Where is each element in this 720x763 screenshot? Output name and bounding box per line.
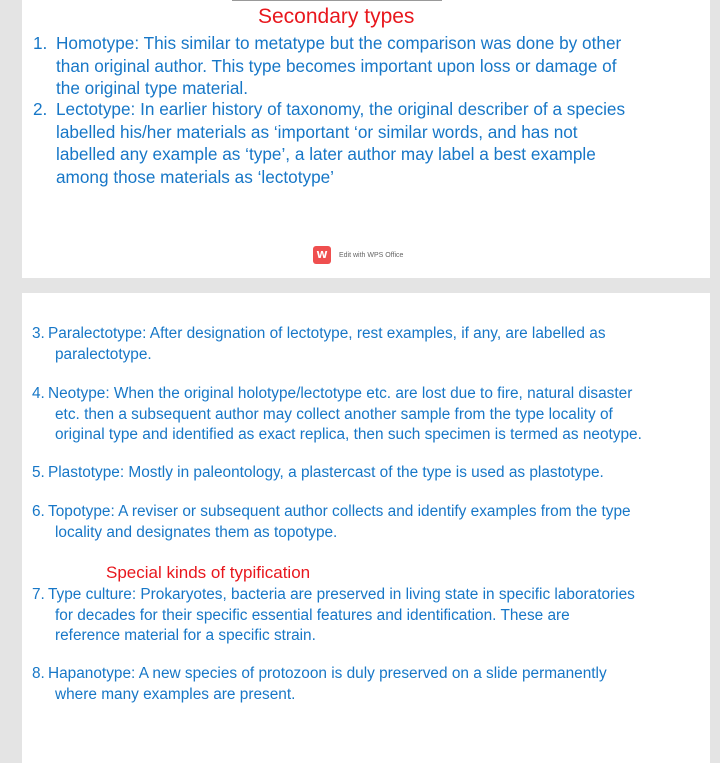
item-text-line: among those materials as ‘lectotype’ <box>56 167 335 188</box>
cut-off-text-line <box>232 0 442 1</box>
item-text-line: Plastotype: Mostly in paleontology, a plastercast of the type is used as plastotype. <box>48 464 604 481</box>
item-text-line: Topotype: A reviser or subsequent author collects and identify examples from the type <box>48 503 631 520</box>
wps-watermark-text: Edit with WPS Office <box>339 251 404 259</box>
item-number: 6. <box>32 503 45 520</box>
item-number: 7. <box>32 586 45 603</box>
item-text-line: Paralectotype: After designation of lectotype, rest examples, if any, are labelled as <box>48 325 606 342</box>
item-text-line: Type culture: Prokaryotes, bacteria are preserved in living state in specific laboratories <box>48 586 635 603</box>
list-item-plastotype <box>32 463 604 484</box>
item-text-line: where many examples are present. <box>55 685 296 703</box>
list-item-type-culture <box>32 585 635 647</box>
item-number: 1. <box>33 33 48 53</box>
item-number: 2. <box>33 99 48 119</box>
item-text-line: original type and identified as exact replica, then such specimen is termed as neotype. <box>55 426 642 443</box>
item-text-line: locality and designates them as topotype. <box>55 523 338 541</box>
wps-logo-icon: W <box>313 246 331 264</box>
list-item-neotype <box>32 384 642 446</box>
item-text-line: for decades for their specific essential features and identification. These are <box>55 606 570 624</box>
list-item-hapanotype <box>32 664 607 705</box>
list-item-lectotype <box>33 98 625 189</box>
item-number: 5. <box>32 464 45 481</box>
item-text-line: Homotype: This similar to metatype but the comparison was done by other <box>56 33 622 53</box>
item-text-line: than original author. This type becomes important upon loss or damage of <box>56 55 617 76</box>
secondary-types-heading: Secondary types <box>258 5 415 28</box>
item-number: 8. <box>32 665 45 682</box>
item-text-line: etc. then a subsequent author may collect another sample from the type locality of <box>55 405 613 423</box>
item-text-line: Hapanotype: A new species of protozoon is duly preserved on a slide permanently <box>48 665 607 682</box>
item-text-line: labelled his/her materials as ‘important ‘or similar words, and has not <box>56 121 578 142</box>
item-number: 4. <box>32 385 45 402</box>
list-item-topotype <box>32 502 631 543</box>
item-text-line: Lectotype: In earlier history of taxonomy, the original describer of a species <box>56 99 626 119</box>
list-item-paralectotype <box>32 324 606 365</box>
special-typification-heading: Special kinds of typification <box>106 563 311 582</box>
item-number: 3. <box>32 325 45 342</box>
item-text-line: the original type material. <box>56 78 249 99</box>
wps-watermark[interactable] <box>313 246 403 264</box>
item-text-line: paralectotype. <box>55 345 152 363</box>
item-text-line: reference material for a specific strain. <box>55 627 316 644</box>
list-item-homotype <box>33 32 621 100</box>
item-text-line: labelled any example as ‘type’, a later author may label a best example <box>56 144 596 165</box>
item-text-line: Neotype: When the original holotype/lectotype etc. are lost due to fire, natural disaster <box>48 385 633 402</box>
